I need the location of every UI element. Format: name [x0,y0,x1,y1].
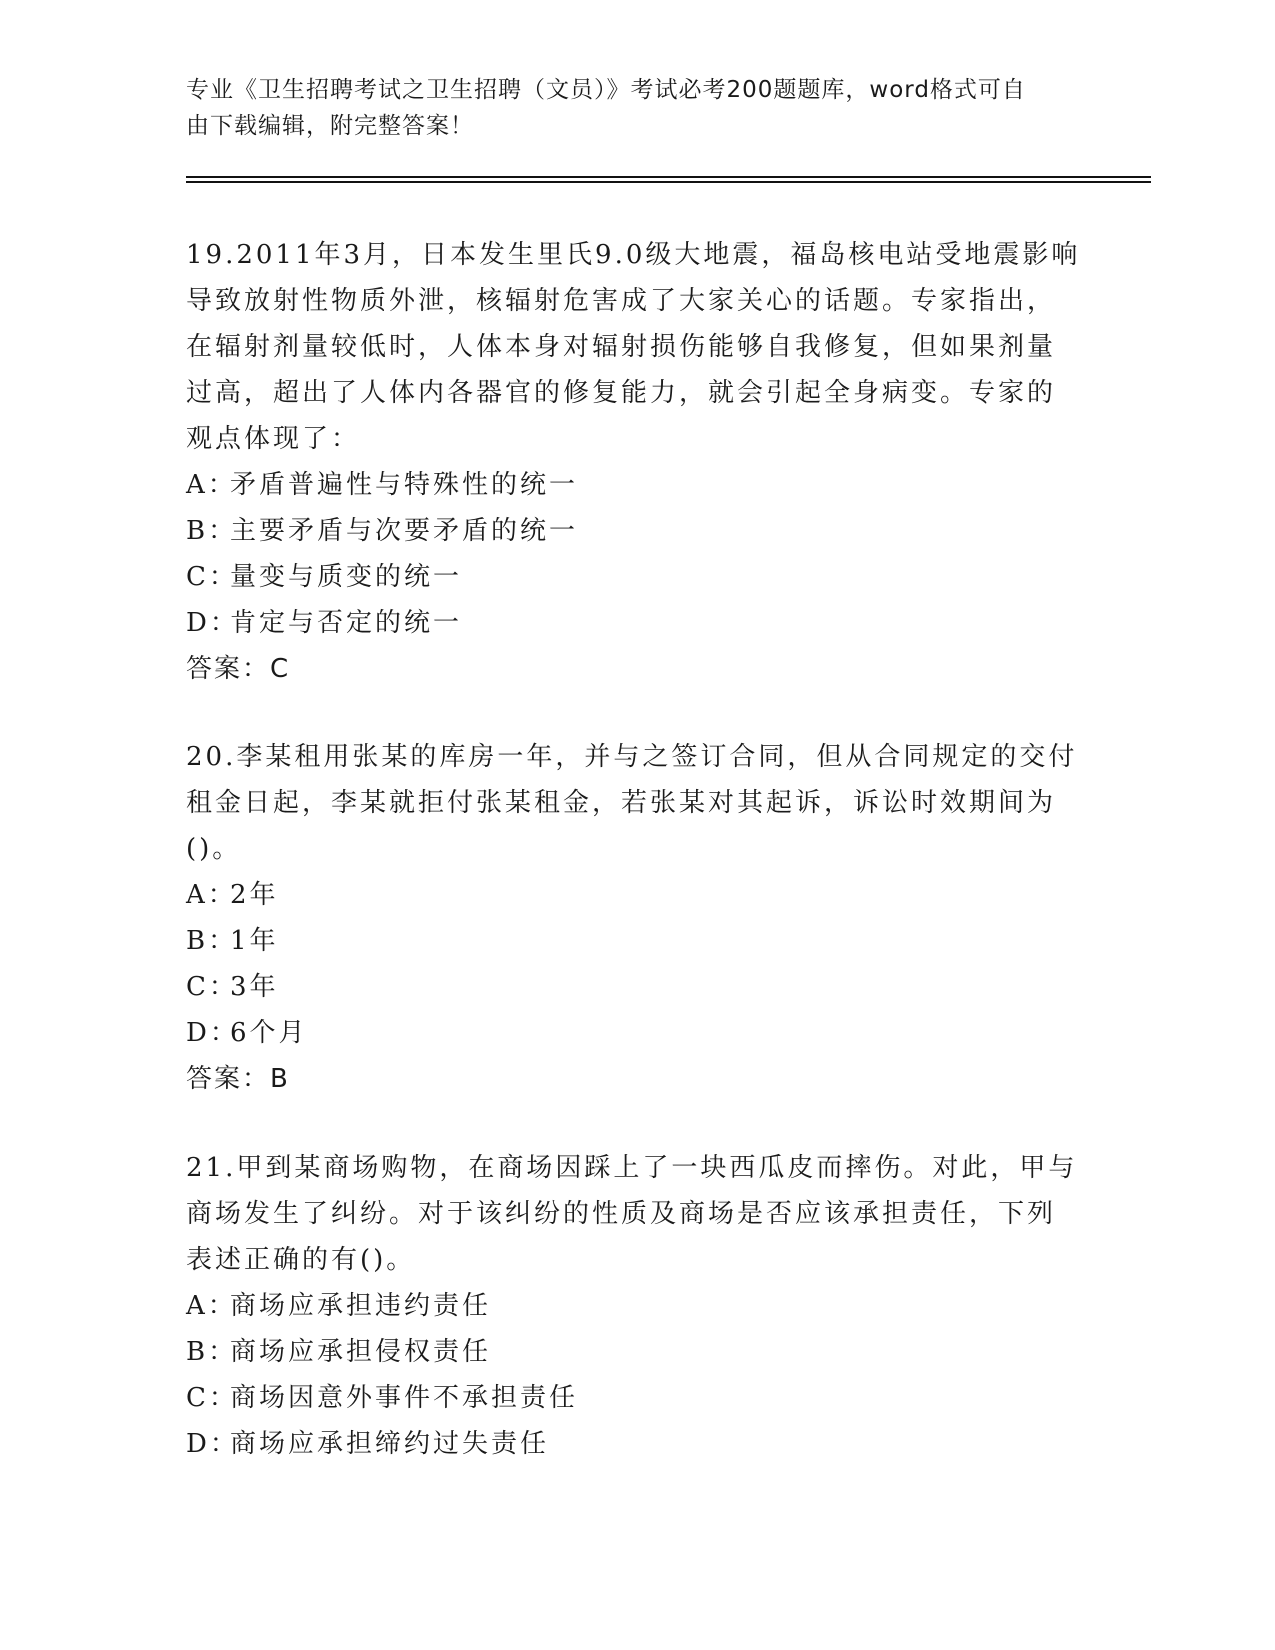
question-19-option-c [186,554,1086,600]
option-key: D： [186,1018,239,1048]
question-21 [186,1145,1086,1467]
option-text: 量变与质变的统一 [230,562,463,592]
question-19-option-a [186,462,1086,508]
question-21-option-a [186,1283,1086,1329]
question-20-line-2: 租金日起，李某就拒付张某租金，若张某对其起诉，诉讼时效期间为 [186,788,1057,818]
question-19-line-2: 导致放射性物质外泄，核辐射危害成了大家关心的话题。专家指出， [186,286,1057,316]
question-21-line-1: 21.甲到某商场购物，在商场因踩上了一块西瓜皮而摔伤。对此，甲与 [186,1153,1078,1183]
option-key: C： [186,972,238,1002]
option-text: 商场应承担缔约过失责任 [230,1429,550,1459]
question-19-line-1: 19.2011年3月，日本发生里氏9.0级大地震，福岛核电站受地震影响 [186,240,1081,270]
header-line-1: 专业《卫生招聘考试之卫生招聘（文员）》考试必考200题题库，word格式可自 [186,77,1026,103]
option-text: 矛盾普遍性与特殊性的统一 [230,470,579,500]
option-text: 商场因意外事件不承担责任 [230,1383,579,1413]
question-19 [186,232,1086,692]
question-20-option-d [186,1010,1086,1056]
document-header [186,72,1066,144]
question-20-option-c [186,964,1086,1010]
option-text: 6个月 [230,1018,308,1048]
question-21-option-b [186,1329,1086,1375]
header-divider-top [186,176,1151,178]
question-19-option-b [186,508,1086,554]
option-key: D： [186,608,239,638]
question-19-line-5: 观点体现了： [186,424,361,454]
option-text: 2年 [230,880,279,910]
option-key: C： [186,1383,238,1413]
option-key: B： [186,1337,238,1367]
question-20-option-b [186,918,1086,964]
option-text: 1年 [230,926,279,956]
option-text: 肯定与否定的统一 [230,608,463,638]
option-key: B： [186,926,238,956]
question-19-line-4: 过高，超出了人体内各器官的修复能力，就会引起全身病变。专家的 [186,378,1057,408]
question-21-option-d [186,1421,1086,1467]
option-text: 3年 [230,972,279,1002]
question-20 [186,734,1086,1102]
option-text: 商场应承担违约责任 [230,1291,492,1321]
question-20-line-3: ()。 [186,834,242,864]
header-divider-bottom [186,181,1151,183]
question-19-answer: 答案：C [186,654,291,684]
option-text: 商场应承担侵权责任 [230,1337,492,1367]
option-text: 主要矛盾与次要矛盾的统一 [230,516,579,546]
option-key: A： [186,880,237,910]
header-line-2: 由下载编辑，附完整答案！ [186,113,474,139]
question-21-line-2: 商场发生了纠纷。对于该纠纷的性质及商场是否应该承担责任，下列 [186,1199,1057,1229]
option-key: A： [186,470,237,500]
question-20-option-a [186,872,1086,918]
option-key: A： [186,1291,237,1321]
question-21-line-3: 表述正确的有()。 [186,1245,416,1275]
question-19-line-3: 在辐射剂量较低时，人体本身对辐射损伤能够自我修复，但如果剂量 [186,332,1057,362]
option-key: B： [186,516,238,546]
question-19-option-d [186,600,1086,646]
question-20-line-1: 20.李某租用张某的库房一年，并与之签订合同，但从合同规定的交付 [186,742,1078,772]
question-21-option-c [186,1375,1086,1421]
option-key: C： [186,562,238,592]
question-20-answer: 答案：B [186,1064,290,1094]
option-key: D： [186,1429,239,1459]
